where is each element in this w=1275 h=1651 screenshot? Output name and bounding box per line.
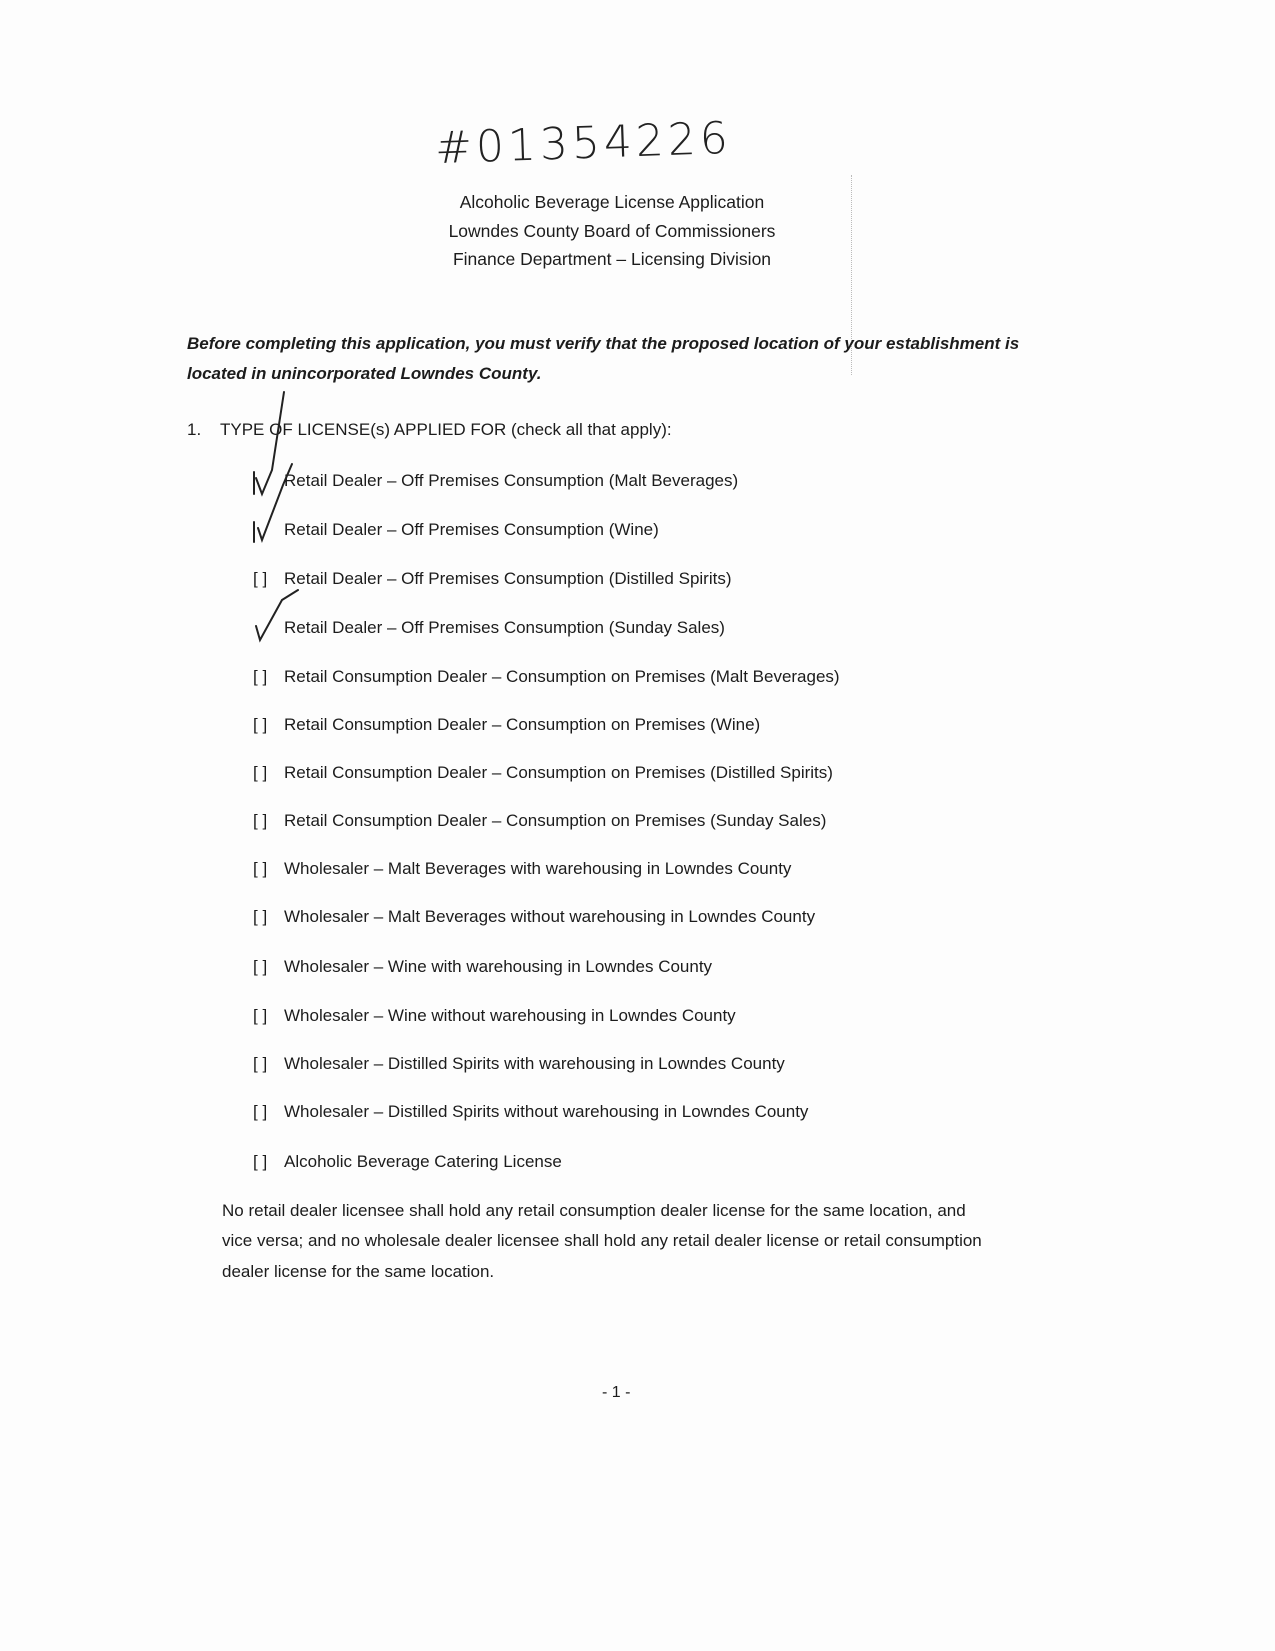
checkbox-unchecked[interactable]: [ ]: [253, 811, 268, 830]
checkbox-unchecked[interactable]: [ ]: [253, 907, 268, 926]
checkbox-unchecked[interactable]: [ ]: [253, 667, 268, 686]
license-type-label: Retail Consumption Dealer – Consumption on Premises (Distilled Spirits): [284, 763, 833, 782]
page-number: - 1 -: [602, 1384, 631, 1401]
license-type-item: [253, 618, 725, 638]
license-type-label: Retail Dealer – Off Premises Consumption (Malt Beverages): [284, 471, 739, 490]
license-type-item: [253, 907, 815, 927]
license-type-item: [253, 667, 840, 687]
license-type-label: Retail Consumption Dealer – Consumption on Premises (Sunday Sales): [284, 811, 827, 830]
document-subtitle-department: Finance Department – Licensing Division: [452, 249, 772, 269]
license-type-item: [253, 763, 833, 783]
question-number: 1.: [187, 420, 202, 439]
license-type-label: Wholesaler – Distilled Spirits with warehousing in Lowndes County: [284, 1054, 785, 1073]
license-type-item: [253, 715, 760, 735]
intro-line-1: Before completing this application, you must verify that the proposed location of your establishment is: [187, 334, 1020, 353]
license-type-item: [253, 569, 732, 589]
checkbox-unchecked[interactable]: [ ]: [253, 1054, 268, 1073]
license-type-label: Retail Consumption Dealer – Consumption on Premises (Malt Beverages): [284, 667, 840, 686]
handwritten-application-number: #01354226: [434, 112, 733, 175]
document-subtitle-board: Lowndes County Board of Commissioners: [448, 221, 776, 241]
checkbox-unchecked[interactable]: [ ]: [253, 569, 268, 588]
footer-note-line-1: No retail dealer licensee shall hold any retail consumption dealer license for the same location, and: [222, 1201, 966, 1220]
checkbox-unchecked[interactable]: [ ]: [253, 859, 268, 878]
license-type-item: [253, 859, 791, 879]
checkbox-unchecked[interactable]: [ ]: [253, 763, 268, 782]
question-1: [187, 420, 672, 440]
license-type-item: [253, 471, 738, 491]
license-type-label: Alcoholic Beverage Catering License: [284, 1152, 562, 1171]
document-title: Alcoholic Beverage License Application: [459, 192, 765, 212]
question-text: TYPE OF LICENSE(s) APPLIED FOR (check all that apply):: [220, 420, 672, 439]
checkbox-unchecked[interactable]: [ ]: [253, 1152, 268, 1171]
license-type-item: [253, 811, 826, 831]
license-type-item: [253, 1102, 808, 1122]
checkbox-unchecked[interactable]: [ ]: [253, 1102, 268, 1121]
footer-note-line-2: vice versa; and no wholesale dealer licensee shall hold any retail dealer license or retail consumption: [222, 1231, 982, 1250]
license-type-label: Wholesaler – Distilled Spirits without warehousing in Lowndes County: [284, 1102, 809, 1121]
footer-note-line-3: dealer license for the same location.: [222, 1262, 495, 1281]
license-type-item: [253, 1054, 785, 1074]
license-type-item: [253, 1006, 736, 1026]
license-type-label: Retail Dealer – Off Premises Consumption (Distilled Spirits): [284, 569, 732, 588]
license-type-label: Retail Dealer – Off Premises Consumption (Wine): [284, 520, 659, 539]
license-type-label: Wholesaler – Malt Beverages with warehousing in Lowndes County: [284, 859, 792, 878]
license-type-item: [253, 1152, 562, 1172]
checkbox-unchecked[interactable]: [ ]: [253, 1006, 268, 1025]
license-type-label: Wholesaler – Malt Beverages without warehousing in Lowndes County: [284, 907, 816, 926]
license-type-item: [253, 520, 659, 540]
license-type-label: Wholesaler – Wine without warehousing in Lowndes County: [284, 1006, 736, 1025]
checkbox-unchecked[interactable]: [ ]: [253, 715, 268, 734]
intro-line-2: located in unincorporated Lowndes County.: [187, 364, 542, 383]
checkbox-unchecked[interactable]: [ ]: [253, 957, 268, 976]
license-type-label: Wholesaler – Wine with warehousing in Lowndes County: [284, 957, 713, 976]
license-type-label: Retail Dealer – Off Premises Consumption (Sunday Sales): [284, 618, 725, 637]
license-type-item: [253, 957, 712, 977]
license-type-label: Retail Consumption Dealer – Consumption on Premises (Wine): [284, 715, 761, 734]
